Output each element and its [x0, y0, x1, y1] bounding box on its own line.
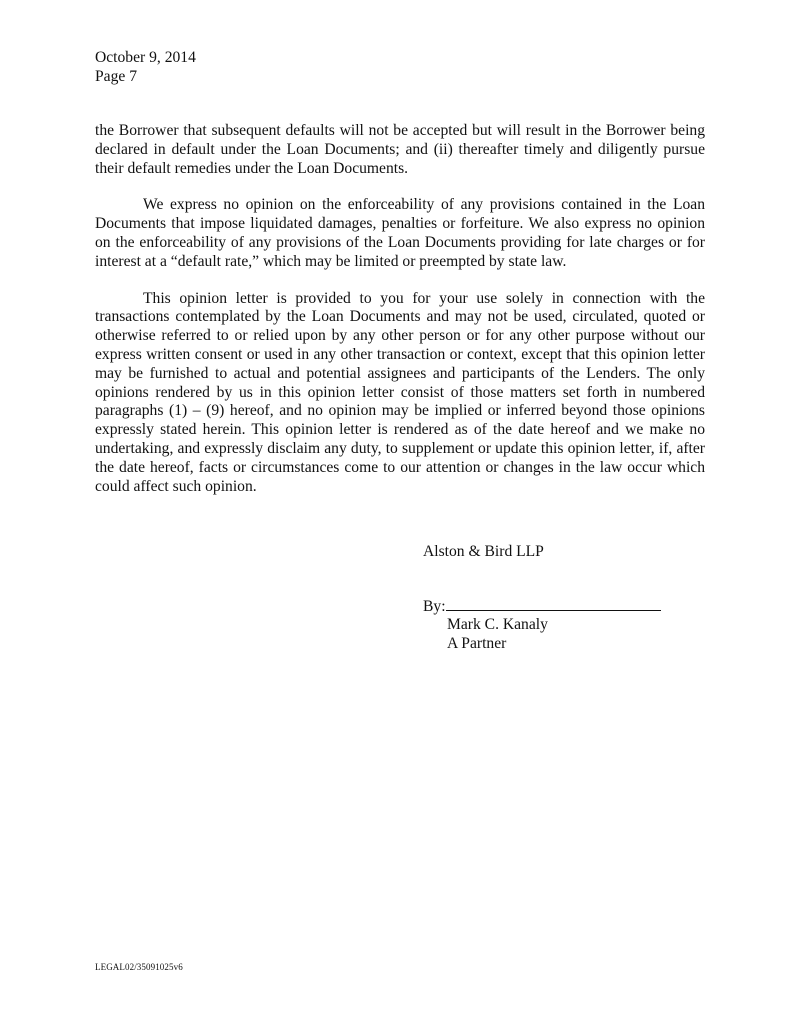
signatory-firm: Alston & Bird LLP: [423, 543, 544, 560]
signatory-title: A Partner: [447, 634, 507, 652]
signatory-name: Mark C. Kanaly: [447, 616, 548, 633]
signature-line: [446, 597, 661, 611]
letter-header: [95, 48, 196, 86]
signature-block: [423, 543, 661, 653]
signature-line-row: [423, 597, 661, 617]
body-paragraph-continued: the Borrower that subsequent defaults will not be accepted but will result in the Borrower being declared in default under the Loan Documents; and (ii) thereafter timely and diligently pursue their default remedies under the Loan Documents.: [95, 122, 705, 177]
by-label: By:: [423, 597, 446, 615]
document-id-footer: LEGAL02/35091025v6: [95, 962, 183, 972]
body-paragraph-enforceability: We express no opinion on the enforceability of any provisions contained in the Loan Documents that impose liquidated damages, penalties or forfeiture. We also express no opinion on the enforceability of any provisions of the Loan Documents providing for late charges or for interest at a “default rate,” which may be limited or preempted by state law.: [95, 196, 705, 270]
letter-body: [95, 122, 705, 514]
page-number: Page 7: [95, 68, 138, 85]
body-paragraph-reliance: This opinion letter is provided to you for your use solely in connection with the transactions contemplated by the Loan Documents and may not be used, circulated, quoted or otherwise referred to or relied upon by any other person or for any other purpose without our express written consent or used in any other transaction or context, except that this opinion letter may be furnished to actual and potential assignees and participants of the Lenders. The only opinions rendered by us in this opinion letter consist of those matters set forth in numbered paragraphs (1) – (9) hereof, and no opinion may be implied or inferred beyond those opinions expressly stated herein. This opinion letter is rendered as of the date hereof and we make no undertaking, and expressly disclaim any duty, to supplement or update this opinion letter, if, after the date hereof, facts or circumstances come to our attention or changes in the law occur which could affect such opinion.: [95, 289, 705, 495]
letter-date: October 9, 2014: [95, 49, 196, 66]
